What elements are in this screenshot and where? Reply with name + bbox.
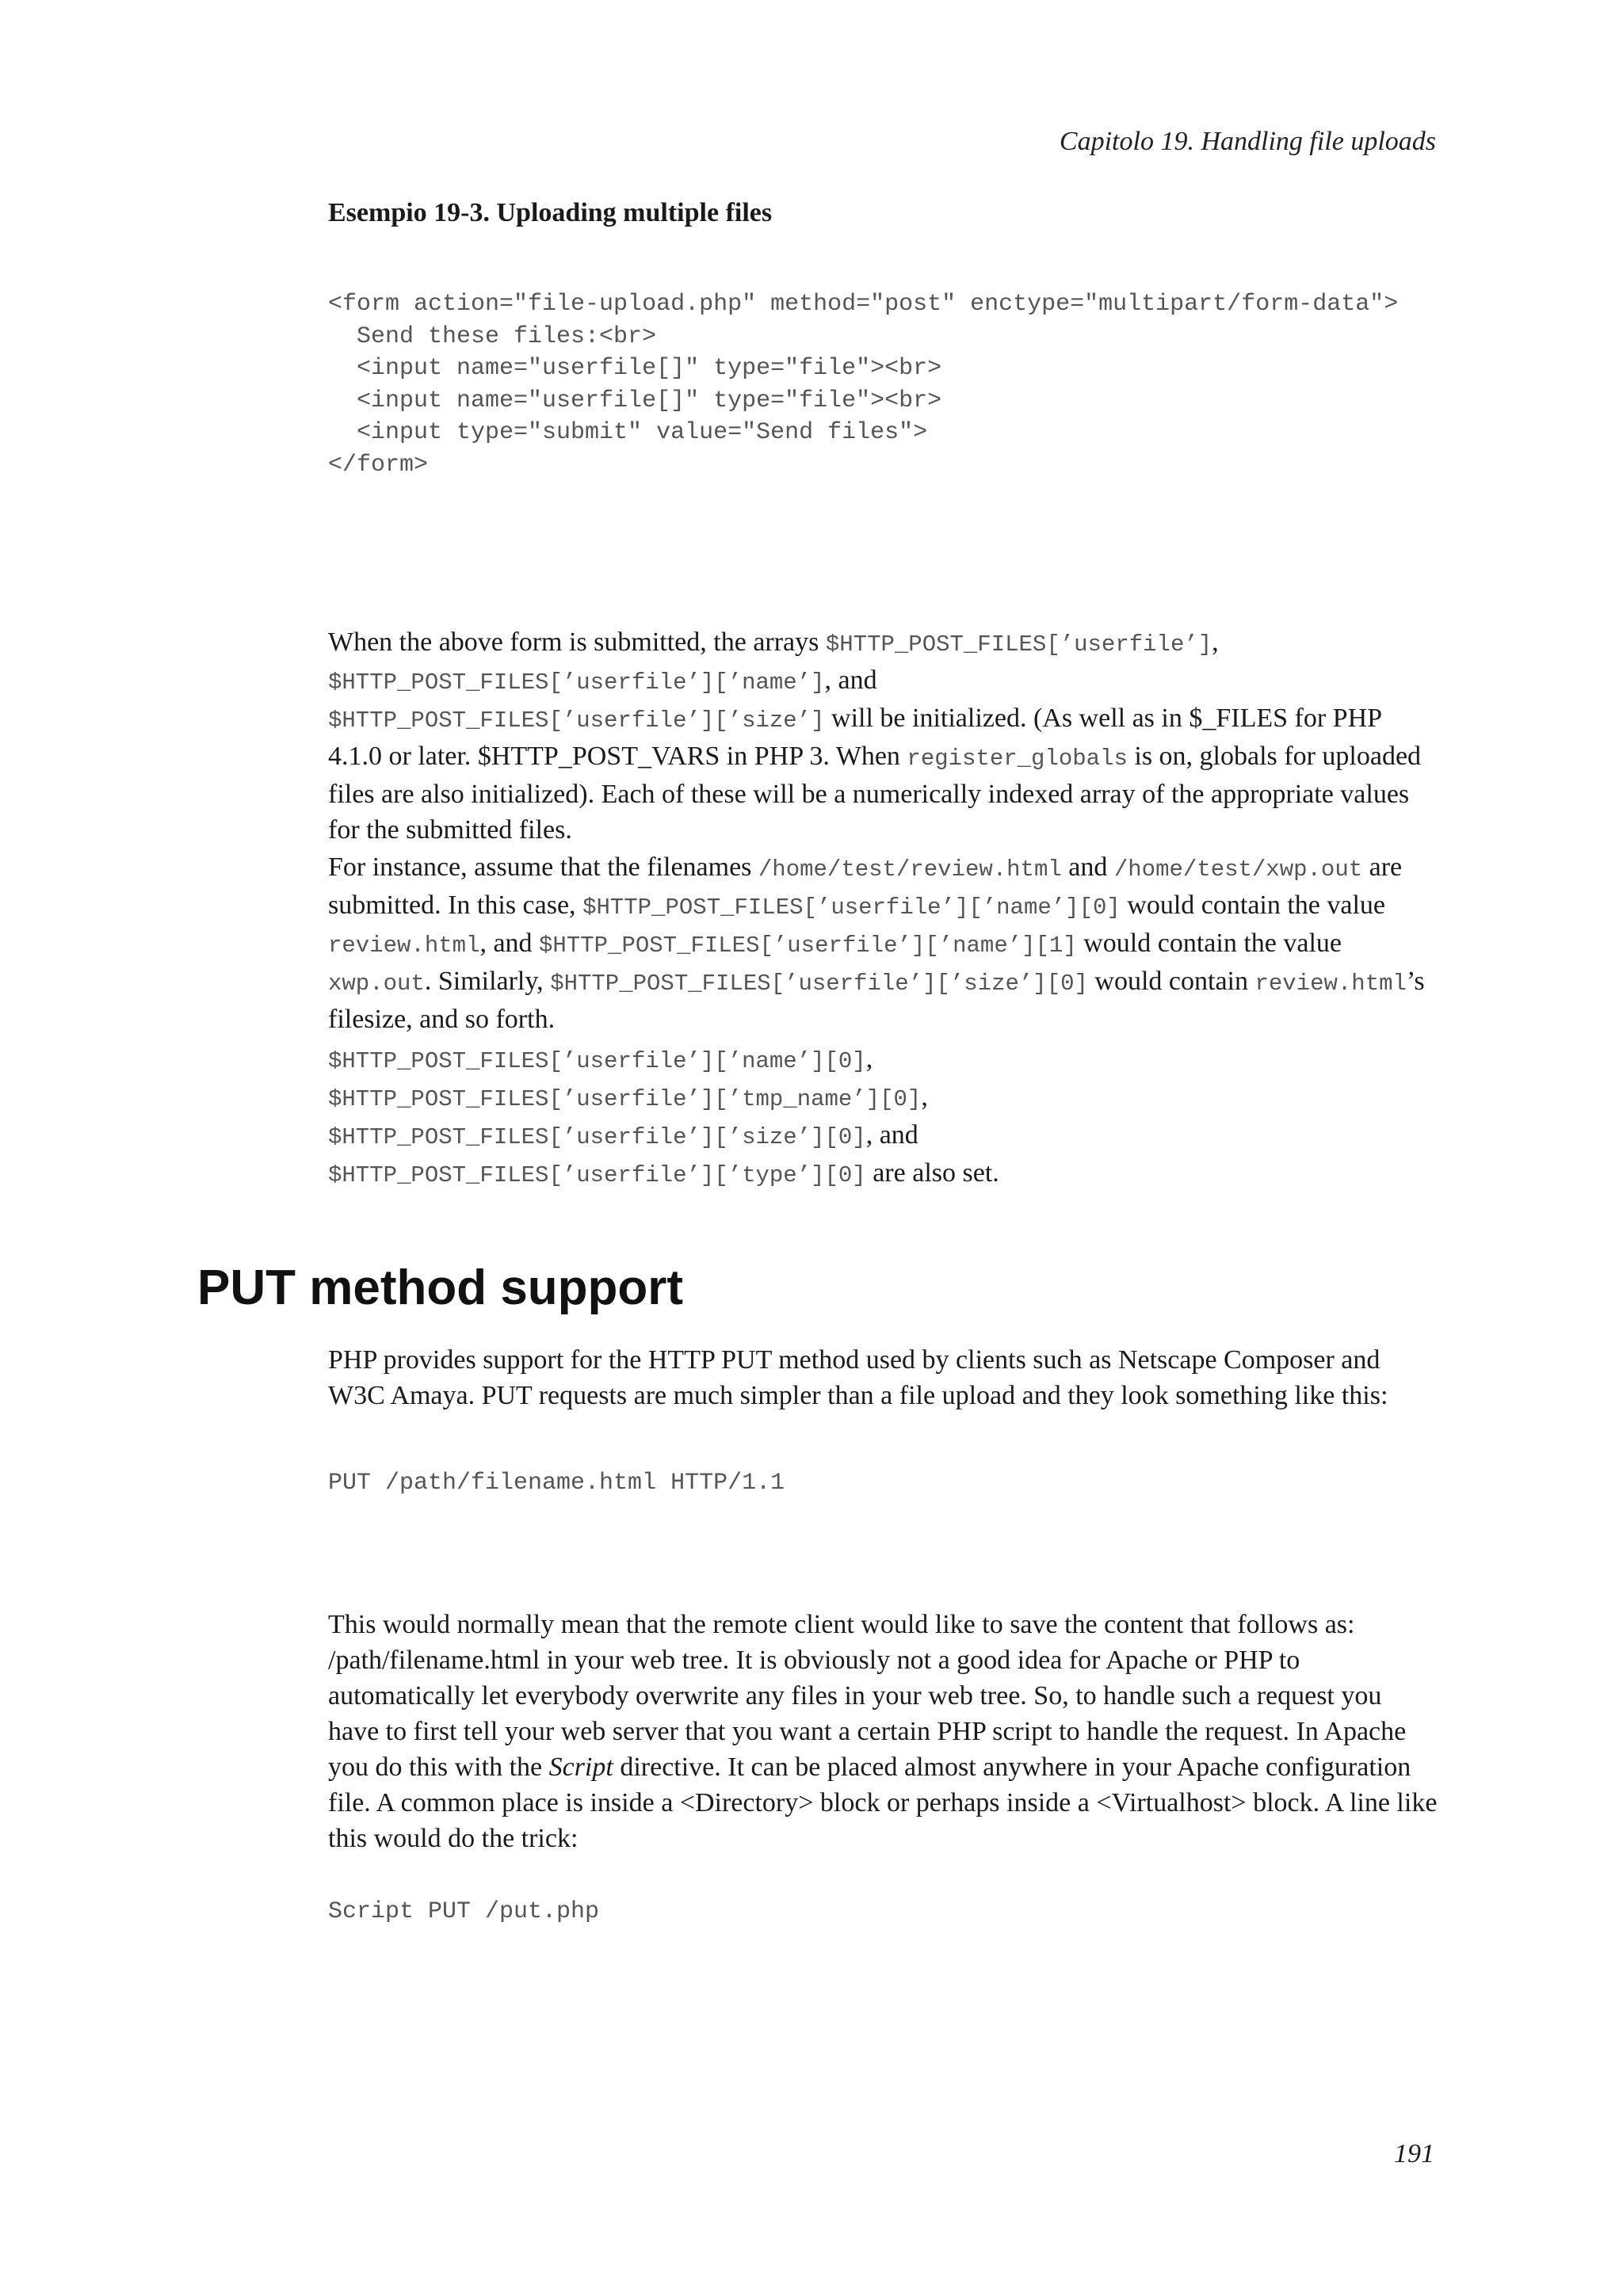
inline-code: review.html [328,933,480,959]
emphasis: Script [548,1753,613,1782]
text: , and [824,666,877,695]
text: ’s filesize, and so forth. [328,967,1425,1034]
inline-code: xwp.out [328,971,425,997]
inline-code: /home/test/xwp.out [1113,856,1363,883]
text: , and [479,929,540,958]
inline-code: $HTTP_POST_FILES[’userfile’][’size’] [328,707,825,734]
page-number: 191 [1394,2139,1434,2168]
text: are also set. [865,1158,999,1188]
inline-code: $HTTP_POST_FILES[’userfile’][’name’][1] [539,933,1077,959]
code-block-form: <form action="file-upload.php" method="post" enctype="multipart/form-data"> Send these files:<br> <input name="userfile[]" type="file"><br> <input name="userfile[]" type="file"><br> <input type="submit" value="Send files"> </form> [328,291,1399,479]
inline-code: $HTTP_POST_FILES[’userfile’][’type’][0] [328,1162,866,1188]
inline-code: $HTTP_POST_FILES[’userfile’][’name’][0] [328,1048,866,1074]
paragraph-put-intro: PHP provides support for the HTTP PUT method used by clients such as Netscape Composer and W3C Amaya. PUT requests are much simpler than a file upload and they look something like this: [328,1345,1388,1410]
code-block-script-directive: Script PUT /put.php [328,1898,600,1925]
code-block-put-request: PUT /path/filename.html HTTP/1.1 [328,1470,785,1497]
text: and [1061,852,1114,882]
inline-code: $HTTP_POST_FILES[’userfile’] [825,631,1212,658]
example-title: Esempio 19-3. Uploading multiple files [328,198,773,227]
inline-code: review.html [1254,971,1407,997]
text: , [921,1082,928,1112]
text: would contain the value [1120,891,1386,920]
text: will be initialized. (As well as in $_FILES for PHP 4.1.0 or later. $HTTP_POST_VARS in PHP 3. When [328,704,1381,771]
text: When the above form is submitted, the arrays [328,627,826,657]
paragraph-arrays [328,624,1438,848]
inline-code: /home/test/review.html [758,856,1062,883]
running-header: Capitolo 19. Handling file uploads [1059,127,1436,156]
inline-code: $HTTP_POST_FILES[’userfile’][’tmp_name’][0] [328,1086,922,1112]
text: , and [865,1120,918,1150]
text: . Similarly, [424,967,551,996]
text: directive. It can be placed almost anywhere in your Apache configuration file. A common place is inside a <Directory> block or perhaps inside a <Virtualhost> block. A line like this would do the trick: [328,1753,1438,1853]
text: would contain the value [1076,929,1342,958]
section-heading: PUT method support [197,1261,684,1315]
text: , [865,1044,873,1074]
paragraph-also-set [328,1041,1438,1193]
inline-code: register_globals [907,746,1128,772]
inline-code: $HTTP_POST_FILES[’userfile’][’size’][0] [328,1124,866,1150]
inline-code: $HTTP_POST_FILES[’userfile’][’name’] [328,669,825,696]
paragraph-instance [328,849,1438,1037]
text: are submitted. In this case, [328,852,1403,920]
paragraph-put-explanation [328,1607,1438,1856]
text: , [1212,627,1219,657]
text: This would normally mean that the remote client would like to save the content that follows as: /path/filename.html in your web tree. It is obviously not a good idea for Apache or PHP to automatically let everybody overwrite any files in your web tree. So, to handle such a request you have to first tell your web server that you want a certain PHP script to handle the request. In Apache you do this with the [328,1610,1407,1782]
text: is on, globals for uploaded files are also initialized). Each of these will be a numerically indexed array of the appropriate values for the submitted files. [328,742,1422,845]
inline-code: $HTTP_POST_FILES[’userfile’][’size’][0] [550,971,1088,997]
text: For instance, assume that the filenames [328,852,758,882]
text: would contain [1087,967,1255,996]
inline-code: $HTTP_POST_FILES[’userfile’][’name’][0] [582,894,1121,921]
